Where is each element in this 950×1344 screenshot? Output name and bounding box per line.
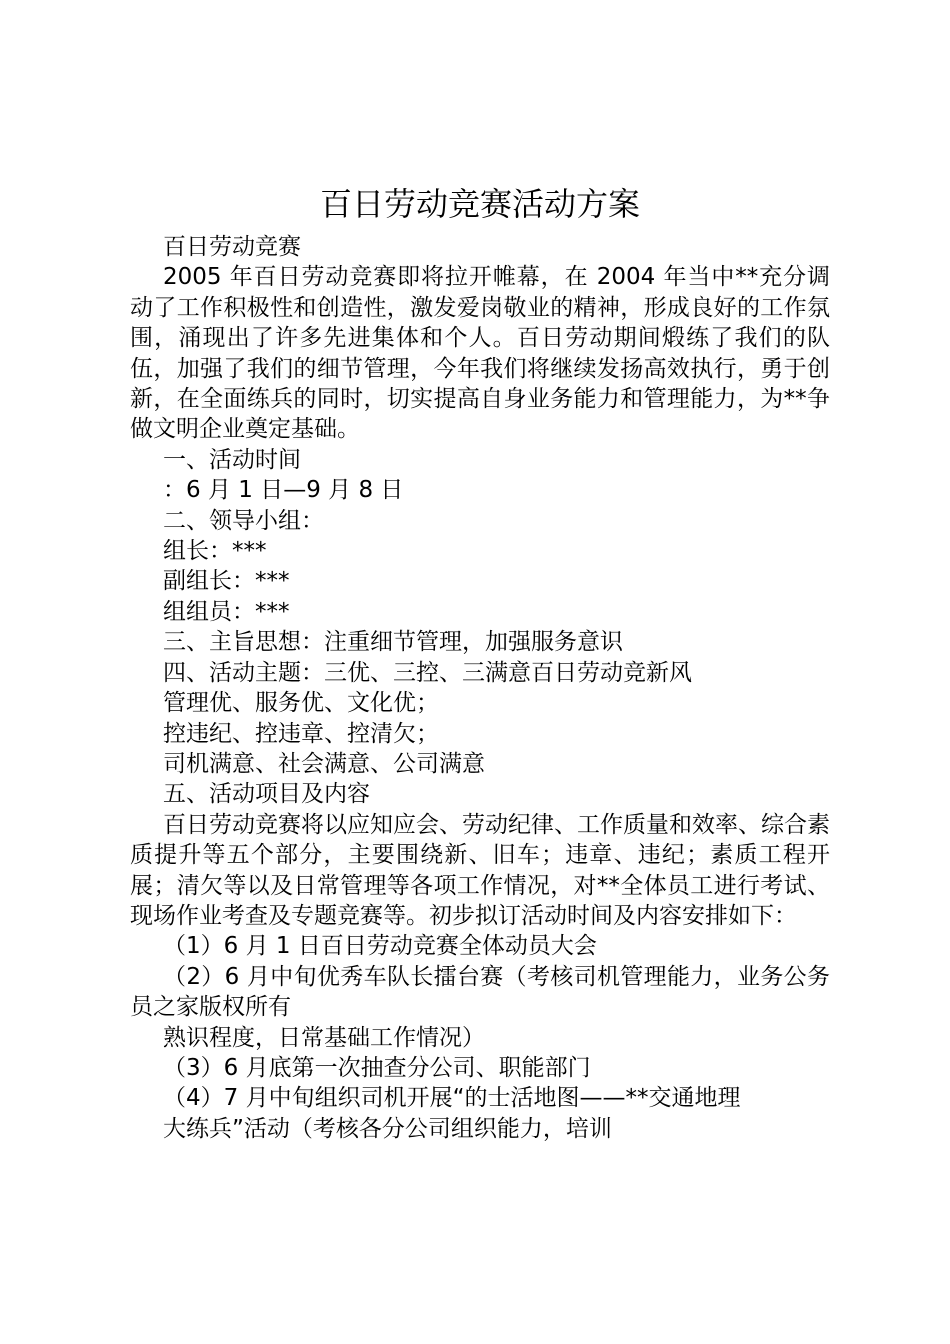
paragraph-subtitle: 百日劳动竞赛 (163, 234, 301, 260)
paragraph-theme-excellence: 管理优、服务优、文化优； (163, 690, 439, 717)
list-item-4: （4）7 月中旬组织司机开展“的士活地图——**交通地理 (163, 1085, 741, 1112)
list-item-2: （2）6 月中旬优秀车队长擂台赛（考核司机管理能力，业务公务员之家版权所有 (130, 963, 830, 1021)
paragraph-items-overview: 百日劳动竞赛将以应知应会、劳动纪律、工作质量和效率、综合素质提升等五个部分，主要围绕新、旧车；违章、违纪；素质工程开展；清欠等以及日常管理等各项工作情况，对**全体员工进行考试、现场作业考查及专题竞赛等。初步拟订活动时间及内容安排如下： (130, 811, 830, 929)
list-item-3: （3）6 月底第一次抽查分公司、职能部门 (163, 1054, 591, 1081)
paragraph-leader: 组长：*** (163, 538, 267, 565)
section-heading-purpose: 三、主旨思想：注重细节管理，加强服务意识 (163, 629, 623, 656)
section-heading-leadership: 二、领导小组： (163, 507, 324, 534)
paragraph-members: 组组员：*** (163, 598, 290, 625)
paragraph-theme-control: 控违纪、控违章、控清欠； (163, 720, 439, 747)
list-item-1: （1）6 月 1 日百日劳动竞赛全体动员大会 (163, 933, 597, 960)
section-heading-time: 一、活动时间 (163, 446, 301, 473)
paragraph-intro: 2005 年百日劳动竞赛即将拉开帷幕，在 2004 年当中**充分调动了工作积极性和创造性，激发爱岗敬业的精神，形成良好的工作氛围，涌现出了许多先进集体和个人。百日劳动期间煅练了我们的队伍，加强了我们的细节管理，今年我们将继续发扬高效执行，勇于创新，在全面练兵的同时，切实提高自身业务能力和管理能力，为**争做文明企业奠定基础。 (130, 264, 830, 443)
section-heading-theme: 四、活动主题：三优、三控、三满意百日劳动竞新风 (163, 659, 692, 686)
list-item-2-continued: 熟识程度，日常基础工作情况） (163, 1024, 485, 1051)
paragraph-theme-satisfaction: 司机满意、社会满意、公司满意 (163, 750, 485, 777)
paragraph-deputy-leader: 副组长：*** (163, 568, 290, 595)
paragraph-time-range: ：6 月 1 日—9 月 8 日 (163, 477, 404, 504)
section-heading-items: 五、活动项目及内容 (163, 781, 370, 808)
list-item-4-continued: 大练兵”活动（考核各分公司组织能力，培训 (163, 1115, 612, 1142)
document-title: 百日劳动竞赛活动方案 (319, 185, 640, 223)
document-body (130, 232, 830, 1144)
